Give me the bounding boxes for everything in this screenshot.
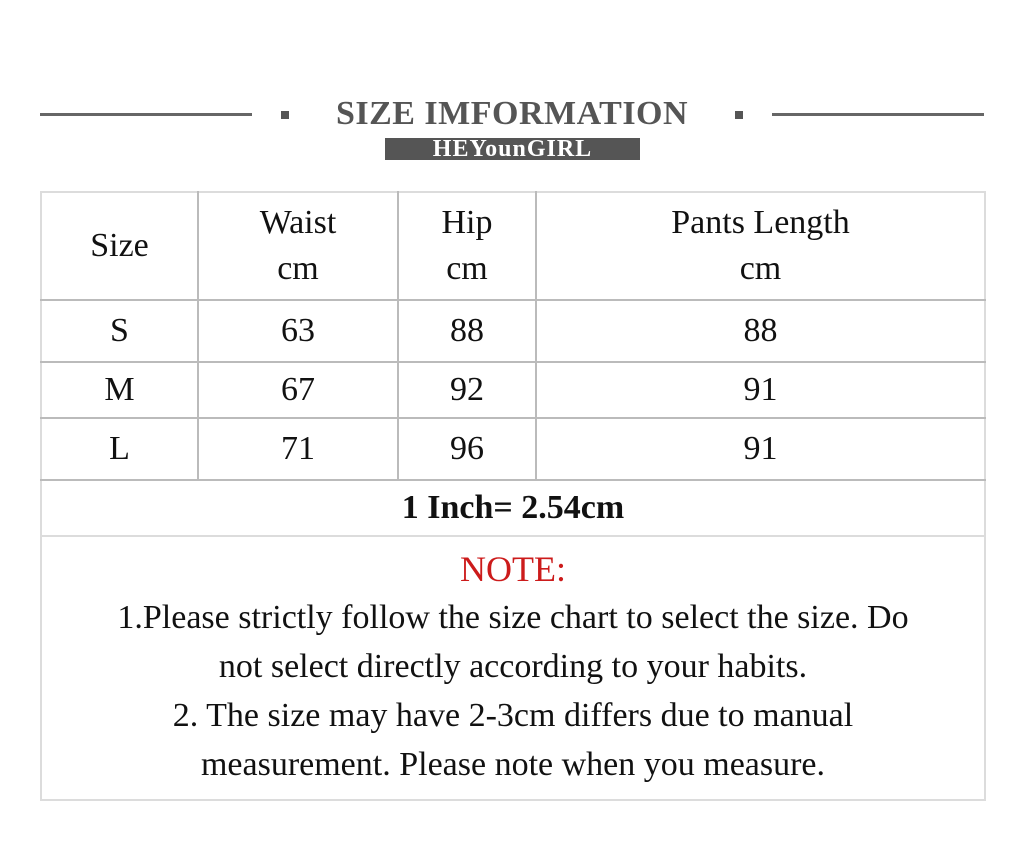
note-line: not select directly according to your habits.: [218, 648, 808, 685]
header-pants-length: Pants Length cm: [536, 192, 985, 300]
note-row: [41, 536, 985, 800]
cell-hip: 92: [398, 362, 536, 418]
cell-size: M: [41, 362, 198, 418]
note-line: 1.Please strictly follow the size chart to select the size. Do: [117, 599, 909, 636]
cell-waist: 67: [198, 362, 398, 418]
conversion-row: [41, 480, 985, 536]
table-row: [41, 418, 985, 480]
header-divider-right: [772, 113, 984, 116]
note-title: NOTE:: [460, 549, 566, 589]
note-line: 2. The size may have 2-3cm differs due to manual: [172, 697, 854, 734]
square-bullet-icon: [735, 111, 743, 119]
cell-pants-length: 91: [536, 418, 985, 480]
cell-pants-length: 91: [536, 362, 985, 418]
page-title: SIZE IMFORMATION: [335, 95, 689, 132]
cell-waist: 63: [198, 300, 398, 362]
header-size: Size: [41, 192, 198, 300]
header-hip: Hip cm: [398, 192, 536, 300]
brand-logo: HEYounGIRL: [385, 138, 640, 160]
cell-waist: 71: [198, 418, 398, 480]
cell-hip: 88: [398, 300, 536, 362]
cell-hip: 96: [398, 418, 536, 480]
table-row: [41, 362, 985, 418]
cell-size: S: [41, 300, 198, 362]
square-bullet-icon: [281, 111, 289, 119]
note-cell: [41, 536, 985, 800]
cell-size: L: [41, 418, 198, 480]
cell-pants-length: 88: [536, 300, 985, 362]
conversion-note: 1 Inch= 2.54cm: [41, 480, 985, 536]
size-chart-table: [40, 191, 986, 801]
table-row: [41, 300, 985, 362]
header-divider-left: [40, 113, 252, 116]
note-line: measurement. Please note when you measure.: [200, 746, 826, 783]
table-header-row: [41, 192, 985, 300]
header-waist: Waist cm: [198, 192, 398, 300]
